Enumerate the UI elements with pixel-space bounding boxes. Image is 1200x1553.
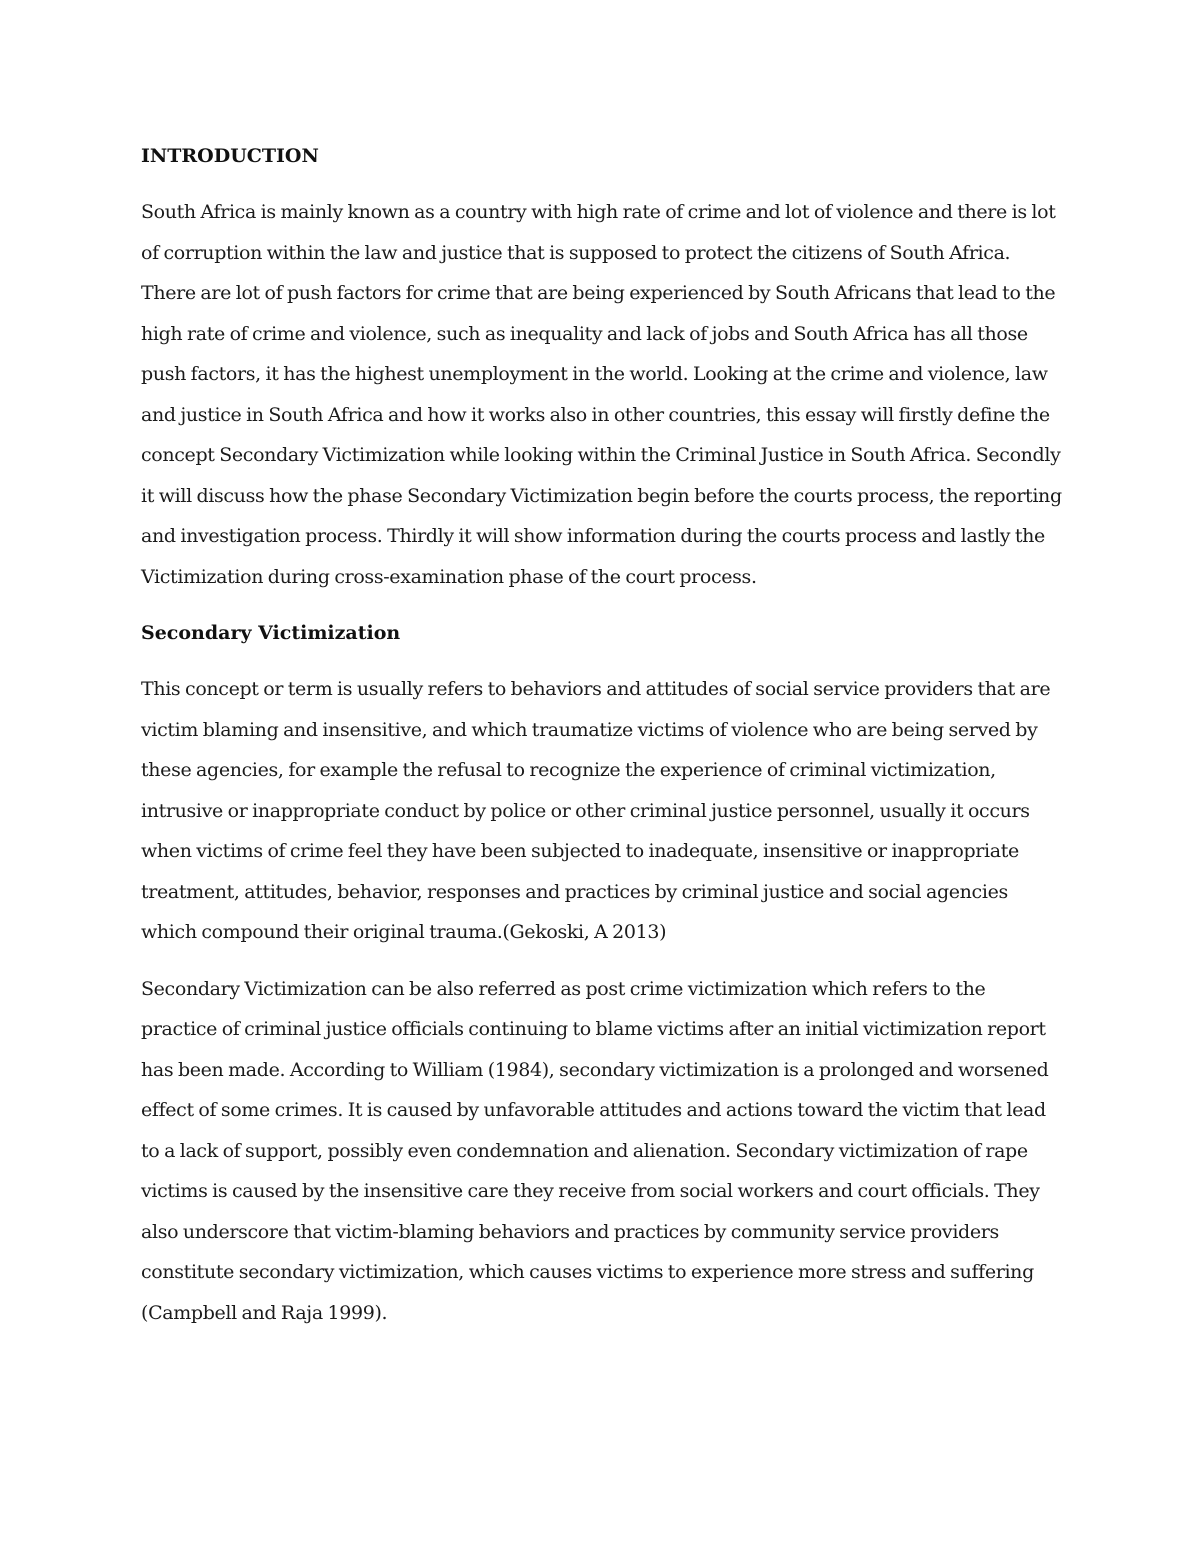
heading-introduction: INTRODUCTION	[141, 145, 319, 167]
document-body	[141, 136, 1063, 1333]
paragraph-introduction: South Africa is mainly known as a country with high rate of crime and lot of violence and there is lot of corruption within the law and justice that is supposed to protect the citizens of South Africa. There are lot of push factors for crime that are being experienced by South Africans that lead to the high rate of crime and violence, such as inequality and lack of jobs and South Africa has all those push factors, it has the highest unemployment in the world. Looking at the crime and violence, law and justice in South Africa and how it works also in other countries, this essay will firstly define the concept Secondary Victimization while looking within the Criminal Justice in South Africa. Secondly it will discuss how the phase Secondary Victimization begin before the courts process, the reporting and investigation process. Thirdly it will show information during the courts process and lastly the Victimization during cross-examination phase of the court process.	[141, 201, 1062, 588]
heading-secondary-victimization: Secondary Victimization	[141, 622, 401, 644]
paragraph-definition: This concept or term is usually refers to behaviors and attitudes of social service providers that are victim blaming and insensitive, and which traumatize victims of violence who are being served by these agencies, for example the refusal to recognize the experience of criminal victimization, intrusive or inappropriate conduct by police or other criminal justice personnel, usually it occurs when victims of crime feel they have been subjected to inadequate, insensitive or inappropriate treatment, attitudes, behavior, responses and practices by criminal justice and social agencies which compound their original trauma.(Gekoski, A 2013)	[141, 678, 1051, 943]
paragraph-post-crime: Secondary Victimization can be also referred as post crime victimization which refers to the practice of criminal justice officials continuing to blame victims after an initial victimization report has been made. According to William (1984), secondary victimization is a prolonged and worsened effect of some crimes. It is caused by unfavorable attitudes and actions toward the victim that lead to a lack of support, possibly even condemnation and alienation. Secondary victimization of rape victims is caused by the insensitive care they receive from social workers and court officials. They also underscore that victim-blaming behaviors and practices by community service providers constitute secondary victimization, which causes victims to experience more stress and suffering (Campbell and Raja 1999).	[141, 977, 1049, 1324]
